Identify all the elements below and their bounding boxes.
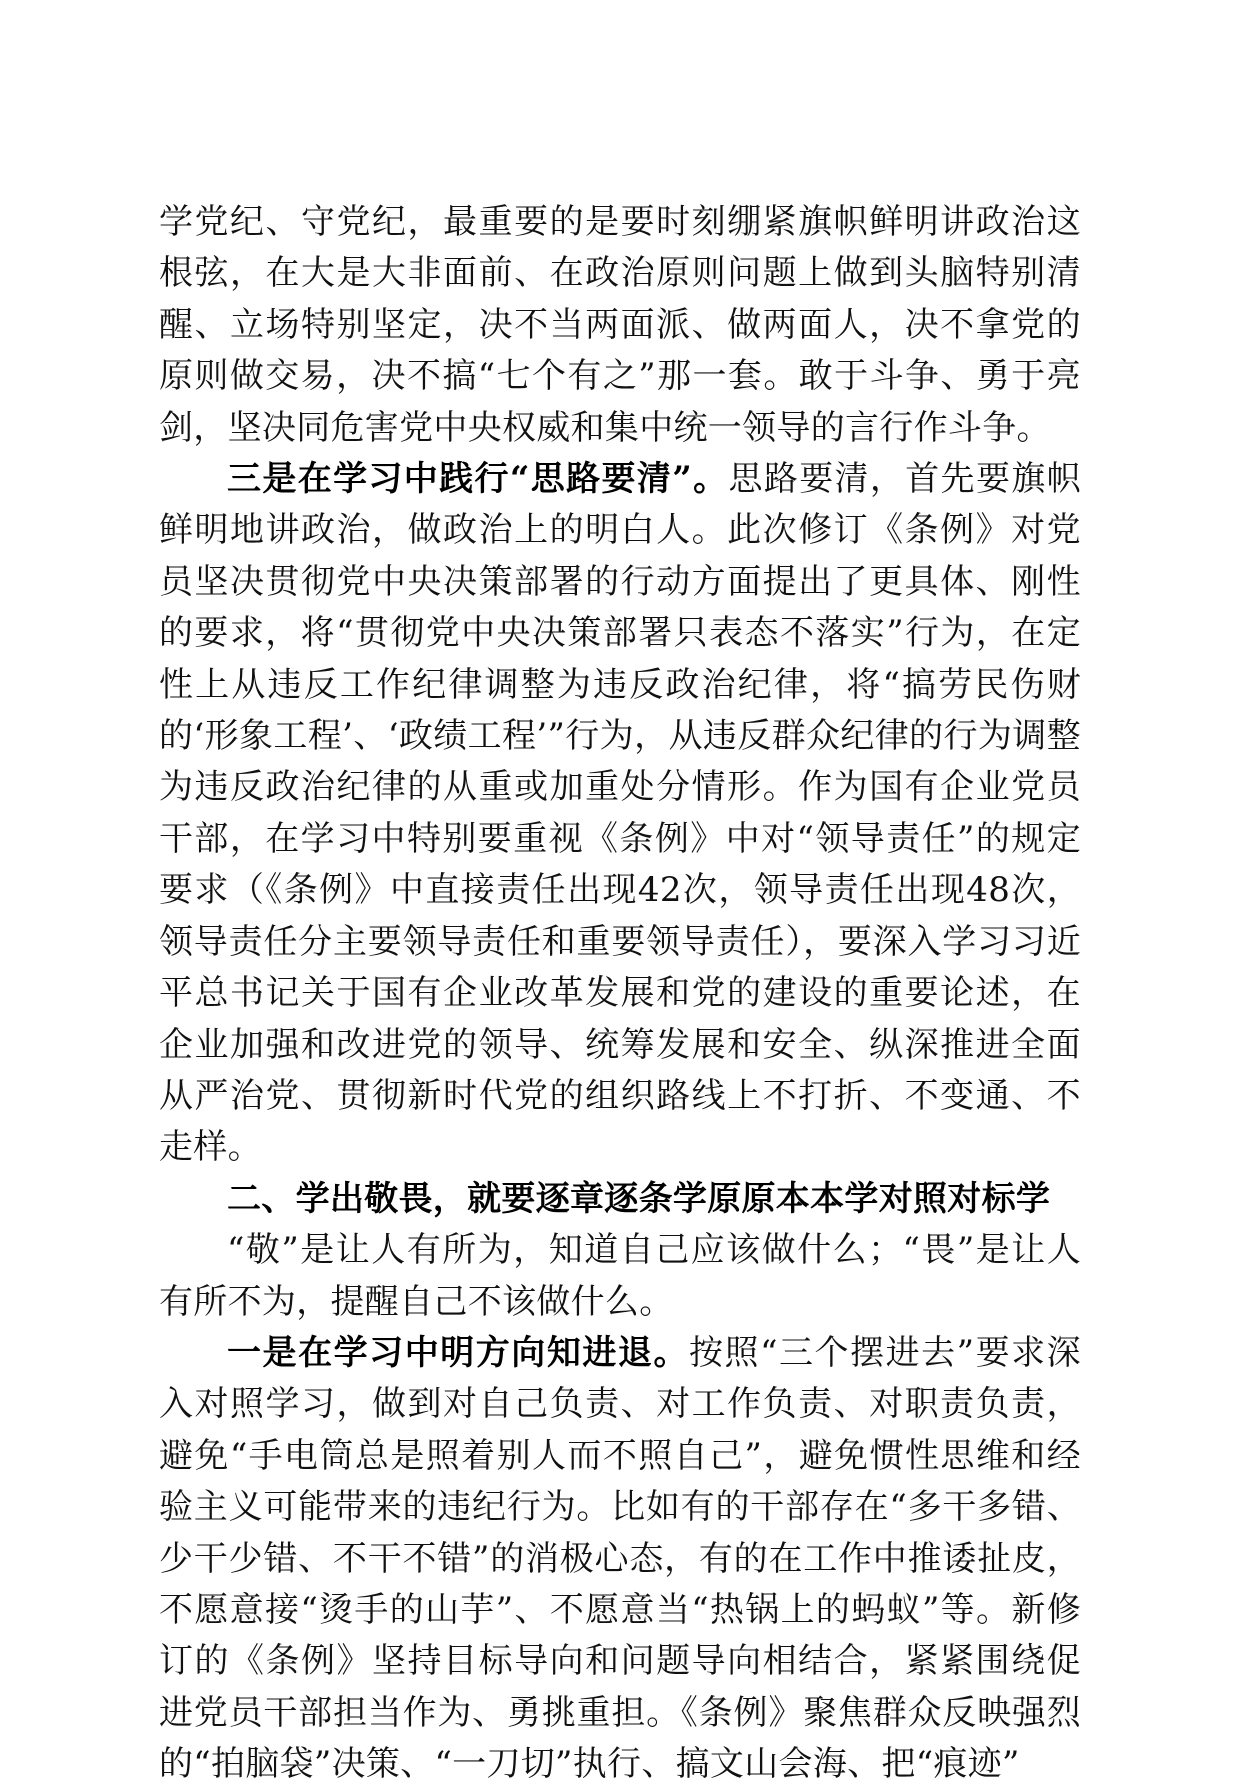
document-body (159, 197, 1081, 1791)
paragraph-intro (159, 1225, 1081, 1328)
paragraph-text: 思路要清，首先要旗帜鲜明地讲政治，做政治上的明白人。此次修订《条例》对党员坚决贯彻党中央决策部署的行动方面提出了更具体、刚性的要求，将“贯彻党中央决策部署只表态不落实”行为，在定性上从违反工作纪律调整为违反政治纪律，将“搞劳民伤财的‘形象工程’、‘政绩工程’”行为，从违反群众纪律的行为调整为违反政治纪律的从重或加重处分情形。作为国有企业党员干部，在学习中特别要重视《条例》中对“领导责任”的规定要求（《条例》中直接责任出现42次，领导责任出现48次，领导责任分主要领导责任和重要领导责任），要深入学习习近平总书记关于国有企业改革发展和党的建设的重要论述，在企业加强和改进党的领导、统筹发展和安全、纵深推进全面从严治党、贯彻新时代党的组织路线上不打折、不变通、不走样。 (159, 459, 1081, 1168)
section-heading-text: 二、学出敬畏，就要逐章逐条学原原本本学对照对标学 (227, 1178, 1051, 1219)
paragraph-lead: 一是在学习中明方向知进退。 (227, 1332, 689, 1373)
paragraph-continuation (159, 197, 1081, 454)
paragraph-text: 学党纪、守党纪，最重要的是要时刻绷紧旗帜鲜明讲政治这根弦，在大是大非面前、在政治原则问题上做到头脑特别清醒、立场特别坚定，决不当两面派、做两面人，决不拿党的原则做交易，决不搞“七个有之”那一套。敢于斗争、勇于亮剑，坚决同危害党中央权威和集中统一领导的言行作斗争。 (159, 202, 1081, 448)
paragraph-lead: 三是在学习中践行“思路要清”。 (227, 459, 729, 500)
paragraph-point-three (159, 454, 1081, 1174)
paragraph-point-one (159, 1328, 1081, 1791)
paragraph-text: 按照“三个摆进去”要求深入对照学习，做到对自己负责、对工作负责、对职责负责，避免“手电筒总是照着别人而不照自己”，避免惯性思维和经验主义可能带来的违纪行为。比如有的干部存在“多干多错、少干少错、不干不错”的消极心态，有的在工作中推诿扯皮，不愿意接“烫手的山芋”、不愿意当“热锅上的蚂蚁”等。新修订的《条例》坚持目标导向和问题导向相结合，紧紧围绕促进党员干部担当作为、勇挑重担。《条例》聚焦群众反映强烈的“拍脑袋”决策、“一刀切”执行、搞文山会海、把“痕迹” (159, 1332, 1081, 1785)
section-heading (159, 1174, 1081, 1225)
paragraph-text: “敬”是让人有所为，知道自己应该做什么；“畏”是让人有所不为，提醒自己不该做什么。 (159, 1230, 1081, 1322)
